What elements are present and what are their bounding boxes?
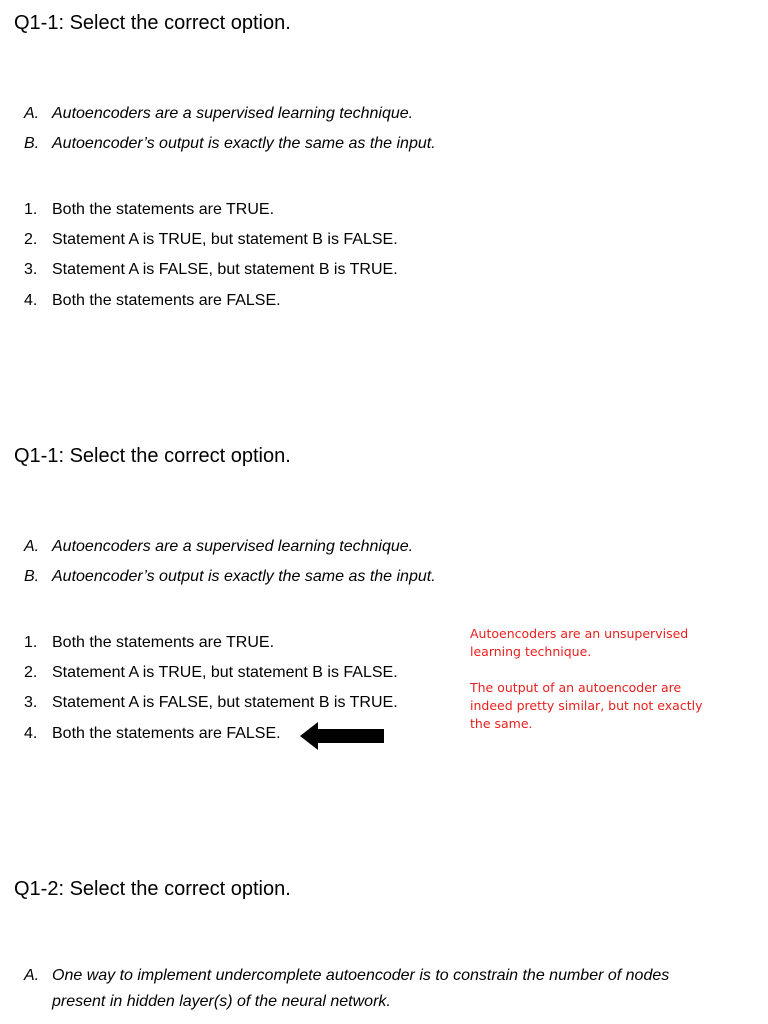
statement-text: Autoencoders are a supervised learning technique. <box>52 105 414 122</box>
option-text: Statement A is TRUE, but statement B is FALSE. <box>52 231 398 248</box>
option-number: 1. <box>24 201 38 218</box>
option-number: 2. <box>24 231 38 248</box>
statement-a <box>24 537 413 557</box>
statement-b <box>24 134 436 154</box>
option-number: 3. <box>24 694 38 711</box>
option-3[interactable] <box>24 693 398 713</box>
statement-text: Autoencoder’s output is exactly the same as the input. <box>52 135 436 152</box>
option-number: 1. <box>24 634 38 651</box>
question-title: Q1-1: Select the correct option. <box>14 12 291 34</box>
statement-marker: A. <box>24 538 40 555</box>
statement-marker: B. <box>24 135 40 152</box>
explanation-note-1: Autoencoders are an unsupervised learning technique. <box>470 626 689 659</box>
option-4-selected[interactable] <box>24 724 281 744</box>
question-title: Q1-2: Select the correct option. <box>14 878 291 900</box>
option-text: Both the statements are FALSE. <box>52 725 281 742</box>
statement-text: Autoencoder’s output is exactly the same as the input. <box>52 568 436 585</box>
option-number: 4. <box>24 292 38 309</box>
option-text: Both the statements are TRUE. <box>52 634 275 651</box>
statement-text: One way to implement undercomplete autoencoder is to constrain the number of nodes present in hidden layer(s) of the neural network. <box>52 967 670 1010</box>
option-text: Both the statements are TRUE. <box>52 201 275 218</box>
option-2[interactable] <box>24 230 398 250</box>
option-2[interactable] <box>24 663 398 683</box>
option-1[interactable] <box>24 633 274 653</box>
option-text: Statement A is TRUE, but statement B is FALSE. <box>52 664 398 681</box>
explanation-note-2: The output of an autoencoder are indeed pretty similar, but not exactly the same. <box>470 680 703 731</box>
option-text: Statement A is FALSE, but statement B is TRUE. <box>52 261 398 278</box>
option-1[interactable] <box>24 200 274 220</box>
statement-text: Autoencoders are a supervised learning technique. <box>52 538 414 555</box>
option-text: Both the statements are FALSE. <box>52 292 281 309</box>
statement-marker: A. <box>24 967 40 984</box>
statement-a <box>24 963 724 1015</box>
option-number: 2. <box>24 664 38 681</box>
statement-marker: A. <box>24 105 40 122</box>
statement-b <box>24 567 436 587</box>
option-3[interactable] <box>24 260 398 280</box>
option-4[interactable] <box>24 291 281 311</box>
option-text: Statement A is FALSE, but statement B is TRUE. <box>52 694 398 711</box>
option-number: 4. <box>24 725 38 742</box>
statement-a <box>24 104 413 124</box>
statement-marker: B. <box>24 568 40 585</box>
question-title: Q1-1: Select the correct option. <box>14 445 291 467</box>
option-number: 3. <box>24 261 38 278</box>
left-arrow-icon <box>300 721 386 751</box>
